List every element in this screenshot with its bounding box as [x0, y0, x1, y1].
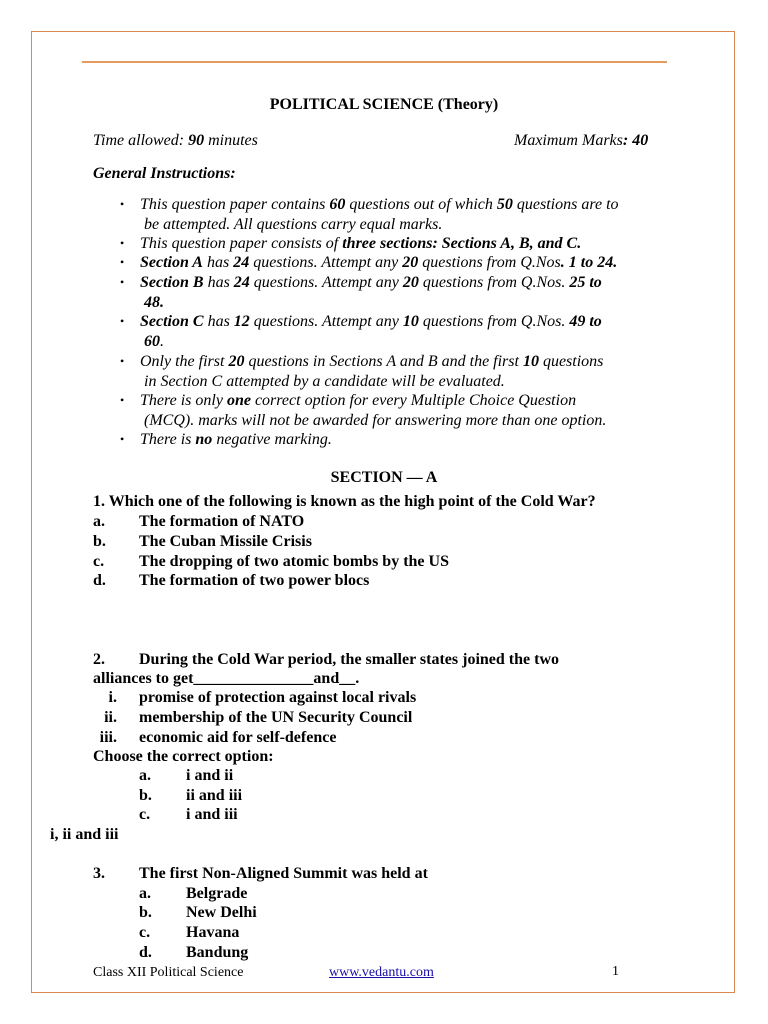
q2-statement-label: ii.	[104, 709, 117, 726]
bullet-icon: •	[120, 197, 125, 211]
general-instructions-heading: General Instructions:	[93, 165, 236, 182]
bullet-icon: •	[120, 432, 125, 446]
q2-choose-prompt: Choose the correct option:	[93, 748, 274, 765]
header-rule	[82, 61, 667, 63]
q1-option-text: The formation of NATO	[139, 513, 305, 530]
q3-option-text: Bandung	[186, 944, 249, 961]
q2-statement-label: iii.	[99, 729, 117, 746]
footer-website-link[interactable]: www.vedantu.com	[329, 965, 434, 980]
q2-option-label: a.	[139, 767, 151, 784]
q2-statement-label: i.	[108, 689, 117, 706]
q1-option-label: b.	[93, 533, 106, 550]
q3-option-label: a.	[139, 885, 151, 902]
instruction-item: • This question paper contains 60 questions out of which 50 questions are to be attempted. All questions carry equal marks.	[120, 196, 619, 233]
q1-option-text: The formation of two power blocs	[139, 572, 370, 589]
q1-option-text: The dropping of two atomic bombs by the US	[139, 553, 449, 570]
instruction-item: • Only the first 20 questions in Sections A and B and the first 10 questions in Section C attempted by a candidate will be evaluated.	[120, 353, 604, 390]
question-2-number: 2.	[93, 651, 105, 668]
q1-option-label: d.	[93, 572, 106, 589]
question-3-text: The first Non-Aligned Summit was held at	[139, 865, 428, 882]
bullet-icon: •	[120, 255, 125, 269]
q3-option-label: b.	[139, 904, 152, 921]
q2-statement-text: membership of the UN Security Council	[139, 709, 413, 726]
instruction-item: • There is no negative marking.	[120, 431, 332, 448]
section-heading: SECTION — A	[330, 469, 438, 486]
q2-option-text: i and iii	[186, 806, 238, 823]
q3-option-label: c.	[139, 924, 151, 941]
bullet-icon: •	[120, 236, 125, 250]
page-number: 1	[612, 964, 619, 979]
time-allowed: Time allowed: 90 minutes	[93, 132, 258, 149]
q2-option-text: ii and iii	[186, 787, 243, 804]
q2-option-text: i and ii	[186, 767, 234, 784]
bullet-icon: •	[120, 393, 125, 407]
instruction-item: • Section C has 12 questions. Attempt any 10 questions from Q.Nos. 49 to 60.	[120, 313, 602, 350]
q1-option-label: c.	[93, 553, 105, 570]
bullet-icon: •	[120, 275, 125, 289]
q2-option-label: b.	[139, 787, 152, 804]
instruction-item: • Section A has 24 questions. Attempt any 20 questions from Q.Nos. 1 to 24.	[120, 254, 618, 271]
instruction-item: • There is only one correct option for every Multiple Choice Question (MCQ). marks will not be awarded for answering more than one option.	[120, 392, 607, 429]
q1-option-label: a.	[93, 513, 105, 530]
bullet-icon: •	[120, 314, 125, 328]
footer-course: Class XII Political Science	[93, 965, 244, 980]
bullet-icon: •	[120, 354, 125, 368]
question-1: 1. Which one of the following is known as the high point of the Cold War?	[93, 493, 596, 510]
question-3-number: 3.	[93, 865, 105, 882]
instruction-item: • This question paper consists of three sections: Sections A, B, and C.	[120, 235, 582, 252]
instruction-item: • Section B has 24 questions. Attempt any 20 questions from Q.Nos. 25 to 48.	[120, 274, 602, 311]
q2-option-d-text: i, ii and iii	[50, 826, 119, 843]
q3-option-label: d.	[139, 944, 152, 961]
q2-statement-text: promise of protection against local rivals	[139, 689, 417, 706]
q3-option-text: New Delhi	[186, 904, 257, 921]
question-2-line2: alliances to get_______________and__.	[93, 670, 360, 687]
question-2-line1: During the Cold War period, the smaller states joined the two	[139, 651, 559, 668]
paper-title: POLITICAL SCIENCE (Theory)	[269, 96, 499, 113]
q3-option-text: Havana	[186, 924, 240, 941]
q1-option-text: The Cuban Missile Crisis	[139, 533, 312, 550]
q2-statement-text: economic aid for self-defence	[139, 729, 337, 746]
maximum-marks: Maximum Marks: 40	[514, 132, 649, 149]
q3-option-text: Belgrade	[186, 885, 248, 902]
q2-option-label: c.	[139, 806, 151, 823]
